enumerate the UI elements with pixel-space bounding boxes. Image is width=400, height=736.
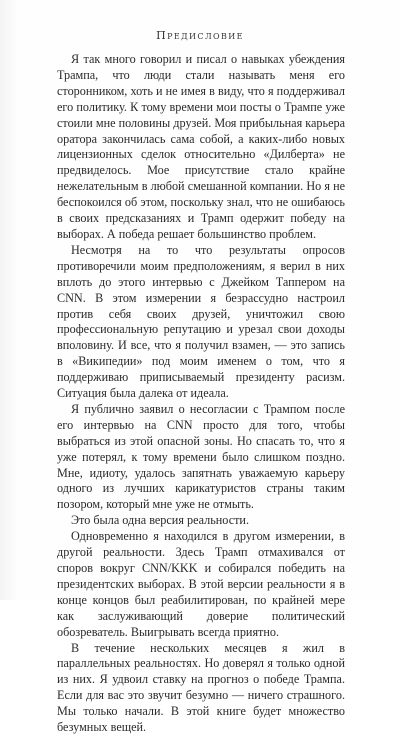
- paragraph: Одновременно я находился в другом измерении, в другой реальности. Здесь Трамп отмахивался от споров вокруг CNN/KKK и собирался победить на президентских выборах. В этой версии реальности я в конце концов был реабилитирован, по крайней мере как заслуживающий доверие политический обозреватель. Выигрывать всегда приятно.: [57, 529, 345, 639]
- paragraph: В течение нескольких месяцев я жил в параллельных реальностях. Но доверял я только одной из них. Я удвоил ставку на прогноз о победе Трампа. Если для вас это звучит безумно — ничего страшного. Мы только начали. В этой книге будет множество безумных вещей.: [57, 640, 345, 735]
- page-header: [0, 26, 400, 44]
- paragraph: Это была одна версия реальности.: [71, 513, 250, 528]
- running-head: Предисловие: [156, 29, 244, 42]
- paragraph: Несмотря на то что результаты опросов противоречили моим предположениям, я верил в них вплоть до этого интервью с Джейком Таппером на CNN. В этом измерении я безрассудно настроил против себя своих друзей, уничтожил свою профессиональную репутацию и урезал свои доходы вполовину. И все, что я получил взамен, — это запись в «Википедии» под моим именем о том, что я поддерживаю приписываемый президенту расизм. Ситуация была далека от идеала.: [57, 242, 345, 401]
- body-text: [57, 52, 345, 736]
- page-gutter-shadow: [0, 0, 18, 600]
- paragraph: Я так много говорил и писал о навыках убеждения Трампа, что люди стали называть меня его сторонником, хоть и не имея в виду, что я поддерживал его политику. К тому времени мои посты о Трампе уже стоили мне половины друзей. Моя прибыльная карьера оратора закончилась сама собой, а каких-либо новых лицензионных сделок относительно «Дилберта» не предвиделось. Мое присутствие стало крайне нежелательным в любой смешанной компании. Но я не беспокоился об этом, поскольку знал, что не ошибаюсь в своих предсказаниях и Трамп одержит победу на выборах. А победа решает большинство проблем.: [57, 52, 345, 241]
- paragraph: Я публично заявил о несогласии с Трампом после его интервью на CNN просто для того, чтобы выбраться из этой опасной зоны. Но спасать то, что я уже потерял, к тому времени было слишком поздно. Мне, идиоту, удалось запятнать уважаемую карьеру одного из лучших карикатуристов страны таким позором, который мне уже не отмыть.: [57, 401, 345, 512]
